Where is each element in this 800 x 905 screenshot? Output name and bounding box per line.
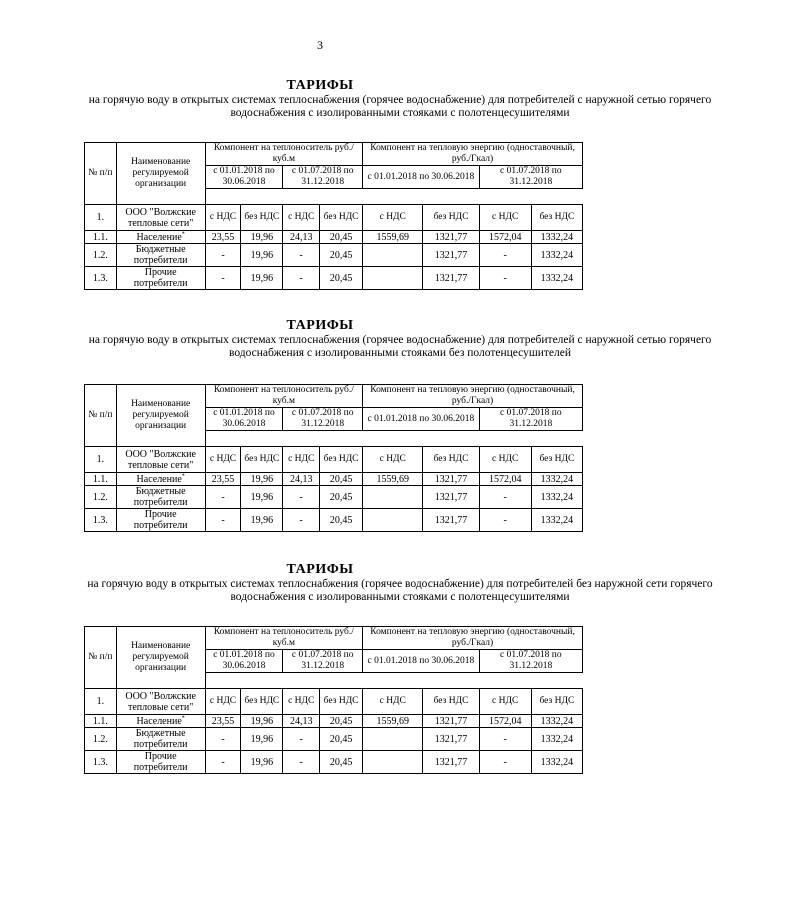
tariff-value: 19,96 (241, 486, 283, 509)
tariff-value: 19,96 (241, 751, 283, 774)
tariff-value: 19,96 (241, 244, 283, 267)
header-num: № п/п (85, 627, 117, 689)
tariff-value: - (479, 751, 531, 774)
tariff-value: 19,96 (241, 231, 283, 244)
header-period: с 01.07.2018 по 31.12.2018 (283, 408, 363, 431)
tariff-value (363, 267, 423, 290)
header-carrier: Компонент на теплоноситель руб./куб.м (205, 385, 362, 408)
tariff-value: 20,45 (320, 267, 363, 290)
consumer-label: Население (136, 473, 182, 485)
tariff-value: 1332,24 (531, 473, 582, 486)
footnote-mark: * (181, 715, 185, 722)
header-carrier: Компонент на теплоноситель руб./куб.м (205, 143, 362, 166)
org-number: 1. (85, 205, 117, 231)
tariff-value: 20,45 (320, 509, 363, 532)
no-vat-label: без НДС (241, 689, 283, 715)
no-vat-label: без НДС (241, 205, 283, 231)
no-vat-label: без НДС (531, 447, 582, 473)
tariff-value: 23,55 (205, 231, 241, 244)
tariff-value: - (479, 486, 531, 509)
consumer-label: Население (136, 715, 182, 727)
header-period: с 01.01.2018 по 30.06.2018 (205, 408, 283, 431)
tariff-value: 19,96 (241, 267, 283, 290)
vat-label: с НДС (363, 689, 423, 715)
tariff-value: - (283, 509, 320, 532)
tariff-value: - (205, 728, 241, 751)
vat-label: с НДС (363, 447, 423, 473)
tariff-value: 20,45 (320, 751, 363, 774)
row-number: 1.2. (85, 244, 117, 267)
consumer-label: Население (136, 231, 182, 243)
no-vat-label: без НДС (423, 689, 479, 715)
tariff-value: 1321,77 (423, 486, 479, 509)
vat-label: с НДС (205, 447, 241, 473)
tariff-value: 1321,77 (423, 751, 479, 774)
tariff-value: 1332,24 (531, 728, 582, 751)
tariff-value: - (283, 267, 320, 290)
tariff-value: 1332,24 (531, 267, 582, 290)
tariff-value: 19,96 (241, 509, 283, 532)
consumer-name (116, 267, 205, 290)
row-number: 1.1. (85, 231, 117, 244)
tariff-value: 20,45 (320, 244, 363, 267)
no-vat-label: без НДС (320, 689, 363, 715)
vat-label: с НДС (479, 689, 531, 715)
tariff-value: - (205, 244, 241, 267)
org-number: 1. (85, 689, 117, 715)
org-name: ООО "Волжские тепловые сети" (116, 447, 205, 473)
tariff-value: 1321,77 (423, 715, 479, 728)
no-vat-label: без НДС (320, 447, 363, 473)
tariff-table (84, 626, 583, 774)
header-carrier: Компонент на теплоноситель руб./куб.м (205, 627, 362, 650)
consumer-label: Прочие потребители (133, 267, 188, 289)
consumer-name (116, 751, 205, 774)
tariff-value (363, 486, 423, 509)
consumer-name (116, 231, 205, 244)
tariff-subtitle: на горячую воду в открытых системах теплоснабжения (горячее водоснабжение) для потребителей без наружной сети горячего водоснабжения с изолированными стояками с полотенцесушителями (87, 578, 713, 603)
tariff-value (363, 728, 423, 751)
tariff-value: 1332,24 (531, 509, 582, 532)
header-period: с 01.01.2018 по 30.06.2018 (205, 166, 283, 189)
header-num: № п/п (85, 385, 117, 447)
row-number: 1.2. (85, 728, 117, 751)
page-number: 3 (317, 38, 323, 52)
org-number: 1. (85, 447, 117, 473)
org-name: ООО "Волжские тепловые сети" (116, 689, 205, 715)
header-period: с 01.01.2018 по 30.06.2018 (363, 408, 480, 431)
consumer-name (116, 509, 205, 532)
header-period: с 01.07.2018 по 31.12.2018 (479, 650, 582, 673)
vat-label: с НДС (205, 205, 241, 231)
tariff-value: 1321,77 (423, 231, 479, 244)
tariff-subtitle: на горячую воду в открытых системах теплоснабжения (горячее водоснабжение) для потребителей с наружной сетью горячего водоснабжения с изолированными стояками с полотенцесушителями (88, 94, 712, 119)
no-vat-label: без НДС (320, 205, 363, 231)
consumer-label: Бюджетные потребители (133, 244, 188, 266)
row-number: 1.1. (85, 473, 117, 486)
tariff-value: 1332,24 (531, 231, 582, 244)
tariff-value: 1559,69 (363, 715, 423, 728)
header-period: с 01.07.2018 по 31.12.2018 (479, 166, 582, 189)
tariff-value: 24,13 (283, 715, 320, 728)
tariff-value: 1559,69 (363, 231, 423, 244)
row-number: 1.3. (85, 267, 117, 290)
no-vat-label: без НДС (423, 205, 479, 231)
tariff-value: 1572,04 (479, 231, 531, 244)
tariff-value: 1332,24 (531, 751, 582, 774)
tariff-value: 20,45 (320, 473, 363, 486)
no-vat-label: без НДС (241, 447, 283, 473)
vat-label: с НДС (283, 205, 320, 231)
row-number: 1.3. (85, 509, 117, 532)
consumer-name (116, 486, 205, 509)
header-org-name: Наименование регулируемой организации (116, 143, 205, 205)
header-period: с 01.07.2018 по 31.12.2018 (479, 408, 582, 431)
tariff-value: - (479, 244, 531, 267)
header-period: с 01.07.2018 по 31.12.2018 (283, 166, 363, 189)
tariff-value: - (205, 751, 241, 774)
header-org-name: Наименование регулируемой организации (116, 385, 205, 447)
header-period: с 01.01.2018 по 30.06.2018 (363, 166, 480, 189)
consumer-label: Прочие потребители (133, 509, 188, 531)
tariff-value: 19,96 (241, 473, 283, 486)
vat-label: с НДС (205, 689, 241, 715)
row-number: 1.3. (85, 751, 117, 774)
vat-label: с НДС (479, 447, 531, 473)
tariff-value: - (205, 267, 241, 290)
consumer-name (116, 473, 205, 486)
tariff-title: ТАРИФЫ (286, 78, 354, 93)
vat-label: с НДС (283, 447, 320, 473)
vat-label: с НДС (363, 205, 423, 231)
header-energy: Компонент на тепловую энергию (одноставочный, руб./Гкал) (363, 385, 583, 408)
no-vat-label: без НДС (531, 689, 582, 715)
header-period: с 01.07.2018 по 31.12.2018 (283, 650, 363, 673)
tariff-value (363, 751, 423, 774)
tariff-value: 1572,04 (479, 473, 531, 486)
tariff-value: 1572,04 (479, 715, 531, 728)
footnote-mark: * (181, 231, 185, 238)
tariff-value (363, 244, 423, 267)
tariff-value: 1332,24 (531, 486, 582, 509)
header-period: с 01.01.2018 по 30.06.2018 (363, 650, 480, 673)
row-number: 1.1. (85, 715, 117, 728)
consumer-label: Прочие потребители (133, 751, 188, 773)
tariff-value: 23,55 (205, 715, 241, 728)
tariff-value: 1321,77 (423, 728, 479, 751)
tariff-value: 19,96 (241, 715, 283, 728)
consumer-name (116, 728, 205, 751)
tariff-value: 19,96 (241, 728, 283, 751)
consumer-name (116, 244, 205, 267)
org-name: ООО "Волжские тепловые сети" (116, 205, 205, 231)
tariff-value: 20,45 (320, 715, 363, 728)
tariff-title: ТАРИФЫ (286, 562, 354, 577)
tariff-value: - (205, 486, 241, 509)
tariff-value: 20,45 (320, 486, 363, 509)
tariff-value: 23,55 (205, 473, 241, 486)
footnote-mark: * (181, 473, 185, 480)
tariff-table (84, 384, 583, 532)
tariff-value: 1321,77 (423, 244, 479, 267)
tariff-value: - (479, 267, 531, 290)
header-energy: Компонент на тепловую энергию (одноставочный, руб./Гкал) (363, 143, 583, 166)
header-period: с 01.01.2018 по 30.06.2018 (205, 650, 283, 673)
tariff-value: 1321,77 (423, 473, 479, 486)
tariff-value (363, 509, 423, 532)
tariff-value: - (283, 751, 320, 774)
tariff-value: 1332,24 (531, 244, 582, 267)
header-num: № п/п (85, 143, 117, 205)
vat-label: с НДС (283, 689, 320, 715)
tariff-value: - (283, 244, 320, 267)
tariff-value: - (283, 486, 320, 509)
tariff-value: - (479, 728, 531, 751)
tariff-value: 24,13 (283, 231, 320, 244)
no-vat-label: без НДС (531, 205, 582, 231)
tariff-subtitle: на горячую воду в открытых системах теплоснабжения (горячее водоснабжение) для потребителей с наружной сетью горячего водоснабжения с изолированными стояками без полотенцесушителей (88, 334, 712, 359)
vat-label: с НДС (479, 205, 531, 231)
tariff-value: - (479, 509, 531, 532)
header-org-name: Наименование регулируемой организации (116, 627, 205, 689)
row-number: 1.2. (85, 486, 117, 509)
consumer-label: Бюджетные потребители (133, 486, 188, 508)
header-energy: Компонент на тепловую энергию (одноставочный, руб./Гкал) (363, 627, 583, 650)
no-vat-label: без НДС (423, 447, 479, 473)
tariff-value: 1321,77 (423, 509, 479, 532)
tariff-value: 1559,69 (363, 473, 423, 486)
consumer-name (116, 715, 205, 728)
tariff-value: 24,13 (283, 473, 320, 486)
tariff-title: ТАРИФЫ (286, 318, 354, 333)
tariff-value: 1332,24 (531, 715, 582, 728)
tariff-value: - (283, 728, 320, 751)
consumer-label: Бюджетные потребители (133, 728, 188, 750)
tariff-value: 20,45 (320, 728, 363, 751)
tariff-value: 1321,77 (423, 267, 479, 290)
tariff-value: - (205, 509, 241, 532)
tariff-table (84, 142, 583, 290)
tariff-value: 20,45 (320, 231, 363, 244)
